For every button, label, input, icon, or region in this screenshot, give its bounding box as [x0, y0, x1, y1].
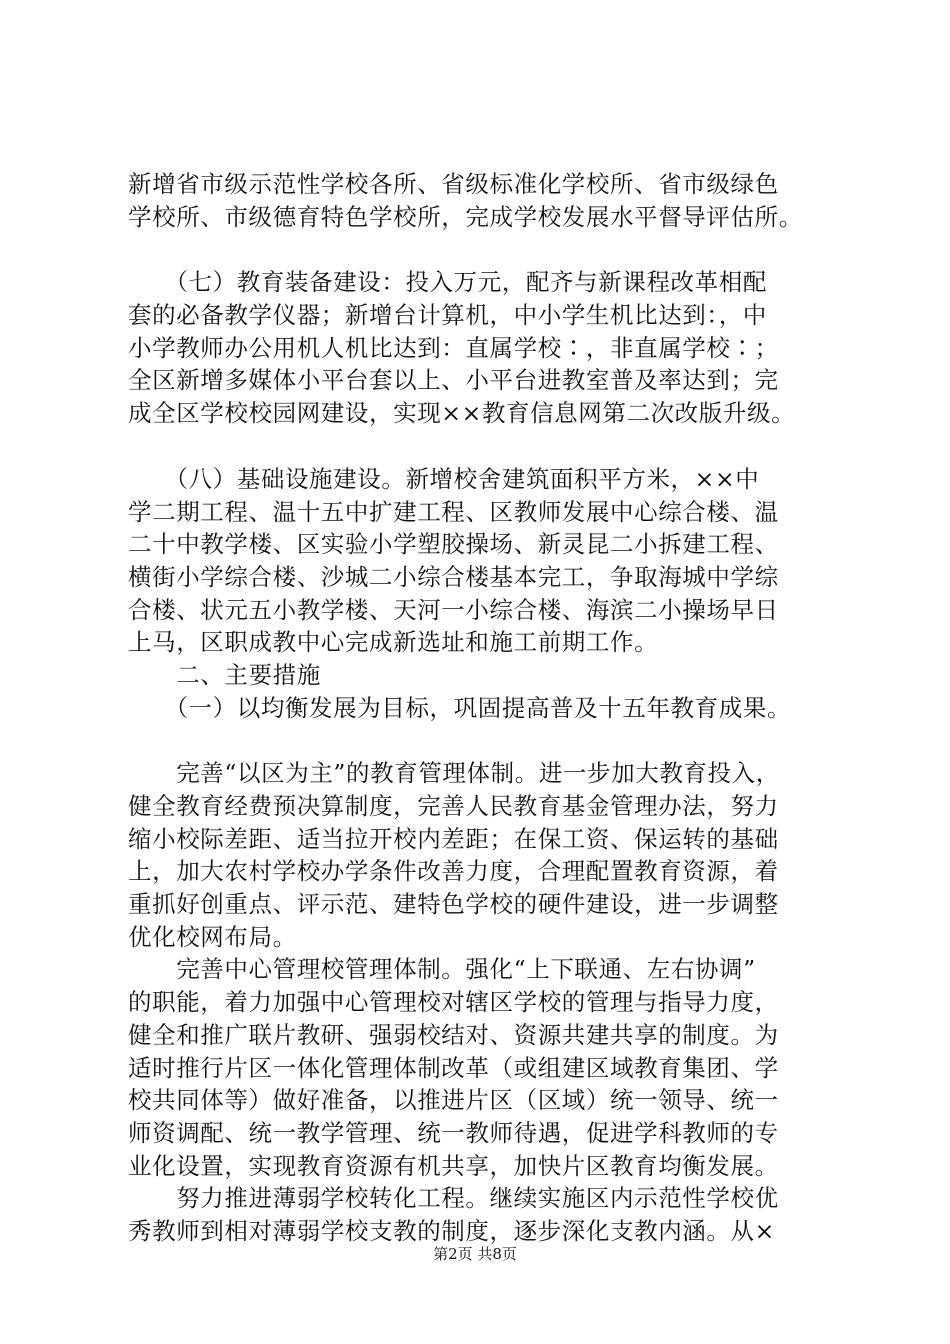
text-line: 优化校网布局。: [128, 922, 297, 951]
text-line: 套的必备教学仪器；新增台计算机，中小学生机比达到：，中: [128, 301, 767, 330]
document-body: [128, 168, 830, 1248]
text-line: 二十中教学楼、区实验小学塑胶操场、新灵昆二小拆建工程、: [128, 530, 779, 559]
text-line: 健全教育经费预决算制度，完善人民教育基金管理办法，努力: [128, 792, 779, 820]
text-line: 的职能，着力加强中心管理校对辖区学校的管理与指导力度，: [128, 988, 779, 1017]
text-line: 校共同体等）做好准备，以推进片区（区域）统一领导、统一: [128, 1086, 779, 1115]
text-line: 学校所、市级德育特色学校所，完成学校发展水平督导评估所。: [128, 202, 803, 231]
text-line: （一）以均衡发展为目标，巩固提高普及十五年教育成果。: [128, 693, 792, 722]
text-line: 成全区学校校园网建设，实现××教育信息网第二次改版升级。: [128, 399, 796, 428]
text-line: 师资调配、统一教学管理、统一教师待遇，促进学科教师的专: [128, 1118, 779, 1147]
text-line: 二、主要措施: [128, 660, 321, 689]
text-line: 学二期工程、温十五中扩建工程、区教师发展中心综合楼、温: [128, 497, 779, 526]
text-line: 努力推进薄弱学校转化工程。继续实施区内示范性学校优: [128, 1184, 779, 1213]
text-line: 小学教师办公用机人机比达到：直属学校∶，非直属学校∶；: [128, 333, 779, 362]
text-line: 新增省市级示范性学校各所、省级标准化学校所、省市级绿色: [128, 170, 779, 198]
text-line: 上马，区职成教中心完成新选址和施工前期工作。: [128, 628, 659, 657]
text-line: 合楼、状元五小教学楼、天河一小综合楼、海滨二小操场早日: [128, 595, 779, 624]
text-line: （七）教育装备建设：投入万元，配齐与新课程改革相配: [128, 268, 767, 297]
text-line: 完善中心管理校管理体制。强化“上下联通、左右协调”: [128, 955, 756, 984]
paragraph-gap: [128, 724, 830, 757]
text-line: （八）基础设施建设。新增校舍建筑面积平方米，××中: [128, 464, 760, 493]
text-line: 重抓好创重点、评示范、建特色学校的硬件建设，进一步调整: [128, 890, 779, 919]
text-line: 完善“以区为主”的教育管理体制。进一步加大教育投入，: [128, 759, 780, 788]
page-footer: 第2页 共8页: [433, 1245, 517, 1263]
text-line: 健全和推广联片教研、强弱校结对、资源共建共享的制度。为: [128, 1020, 779, 1049]
text-line: 上，加大农村学校办学条件改善力度，合理配置教育资源，着: [128, 857, 779, 886]
text-line: 秀教师到相对薄弱学校支教的制度，逐步深化支教内涵。从×: [128, 1216, 775, 1245]
paragraph-gap: [128, 233, 830, 266]
text-line: 适时推行片区一体化管理体制改革（或组建区域教育集团、学: [128, 1053, 779, 1082]
paragraph-gap: [128, 430, 830, 463]
text-line: 缩小校际差距、适当拉开校内差距；在保工资、保运转的基础: [128, 824, 779, 853]
text-line: 横街小学综合楼、沙城二小综合楼基本完工，争取海城中学综: [128, 562, 779, 591]
text-line: 业化设置，实现教育资源有机共享，加快片区教育均衡发展。: [128, 1151, 779, 1180]
text-line: 全区新增多媒体小平台套以上、小平台进教室普及率达到；完: [128, 366, 779, 395]
